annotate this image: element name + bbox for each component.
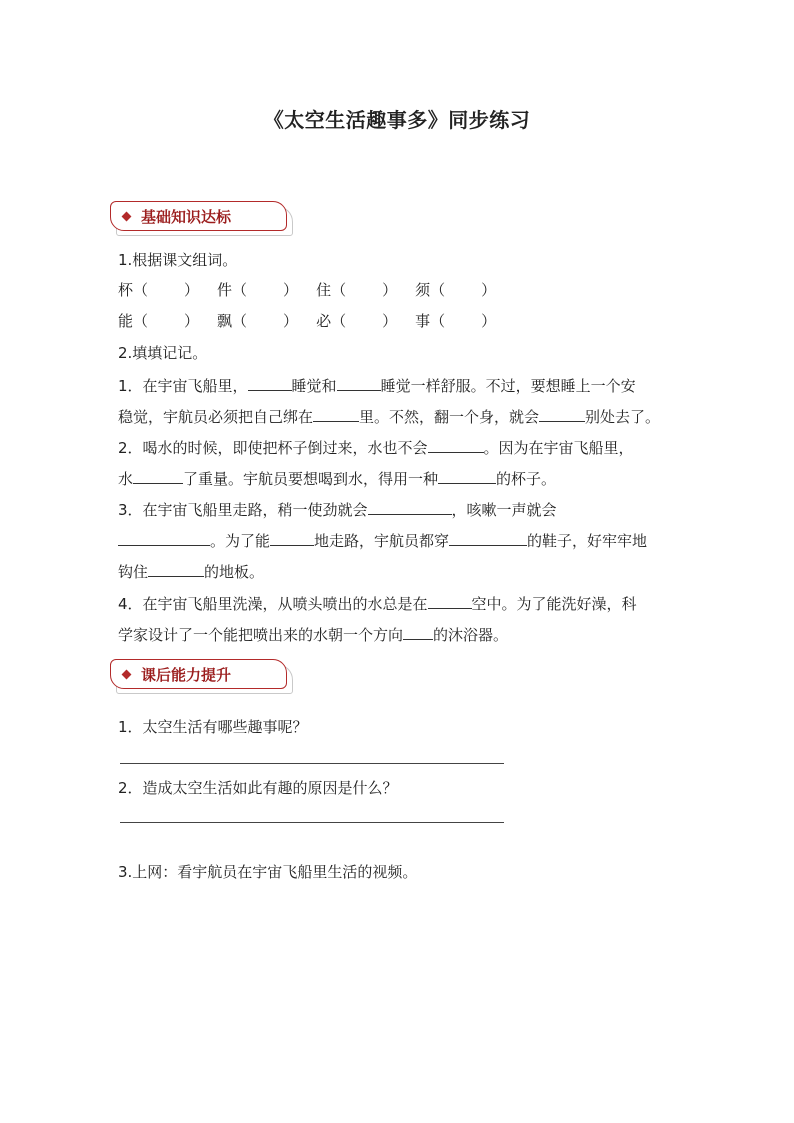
fill-line: 稳觉，宇航员必须把自己绑在 里。不然，翻一个身，就会 别处去了。: [118, 405, 660, 427]
diamond-icon: [122, 211, 132, 221]
question-heading: 1.根据课文组词。: [118, 251, 238, 269]
question-item: 3.上网：看宇航员在宇宙飞船里生活的视频。: [118, 863, 418, 881]
fill-blank[interactable]: [539, 405, 585, 422]
fill-blank[interactable]: [118, 529, 210, 546]
answer-line[interactable]: [120, 822, 504, 823]
fill-blank[interactable]: [148, 560, 204, 577]
fill-blank[interactable]: [428, 592, 472, 609]
fill-blank[interactable]: [248, 374, 292, 391]
fill-line: 1．在宇宙飞船里， 睡觉和 睡觉一样舒服。不过，要想睡上一个安: [118, 374, 636, 396]
fill-blank[interactable]: [313, 405, 359, 422]
fill-line: 学家设计了一个能把喷出来的水朝一个方向 的沐浴器。: [118, 623, 508, 645]
question-item: 2．造成太空生活如此有趣的原因是什么？: [118, 779, 398, 797]
word-row-1: 杯（ ） 件（ ） 住（ ） 须（ ）: [118, 281, 497, 299]
diamond-icon: [122, 669, 132, 679]
fill-blank[interactable]: [270, 529, 314, 546]
word-row-2: 能（ ） 飘（ ） 必（ ） 事（ ）: [118, 312, 497, 330]
fill-blank[interactable]: [337, 374, 381, 391]
page-title: 《太空生活趣事多》同步练习: [263, 108, 531, 132]
fill-blank[interactable]: [428, 436, 484, 453]
answer-line[interactable]: [120, 763, 504, 764]
fill-line: 4．在宇宙飞船里洗澡，从喷头喷出的水总是在 空中。为了能洗好澡，科: [118, 592, 637, 614]
question-item: 1．太空生活有哪些趣事呢？: [118, 718, 308, 736]
fill-line: 3．在宇宙飞船里走路，稍一使劲就会 ，咳嗽一声就会: [118, 498, 557, 520]
fill-line: 2．喝水的时候，即使把杯子倒过来，水也不会 。因为在宇宙飞船里，: [118, 436, 634, 458]
fill-blank[interactable]: [133, 467, 183, 484]
section-tab-advanced: [110, 659, 293, 693]
fill-blank[interactable]: [403, 623, 433, 640]
fill-line: 钩住 的地板。: [118, 560, 264, 582]
section-label: 基础知识达标: [141, 207, 232, 226]
fill-blank[interactable]: [438, 467, 496, 484]
fill-blank[interactable]: [368, 498, 452, 515]
fill-line: 。为了能 地走路，宇航员都穿 的鞋子，好牢牢地: [118, 529, 647, 551]
section-label: 课后能力提升: [141, 665, 232, 684]
question-heading: 2.填填记记。: [118, 344, 208, 362]
fill-line: 水 了重量。宇航员要想喝到水，得用一种 的杯子。: [118, 467, 556, 489]
section-tab-basic: [110, 201, 293, 235]
fill-blank[interactable]: [449, 529, 527, 546]
